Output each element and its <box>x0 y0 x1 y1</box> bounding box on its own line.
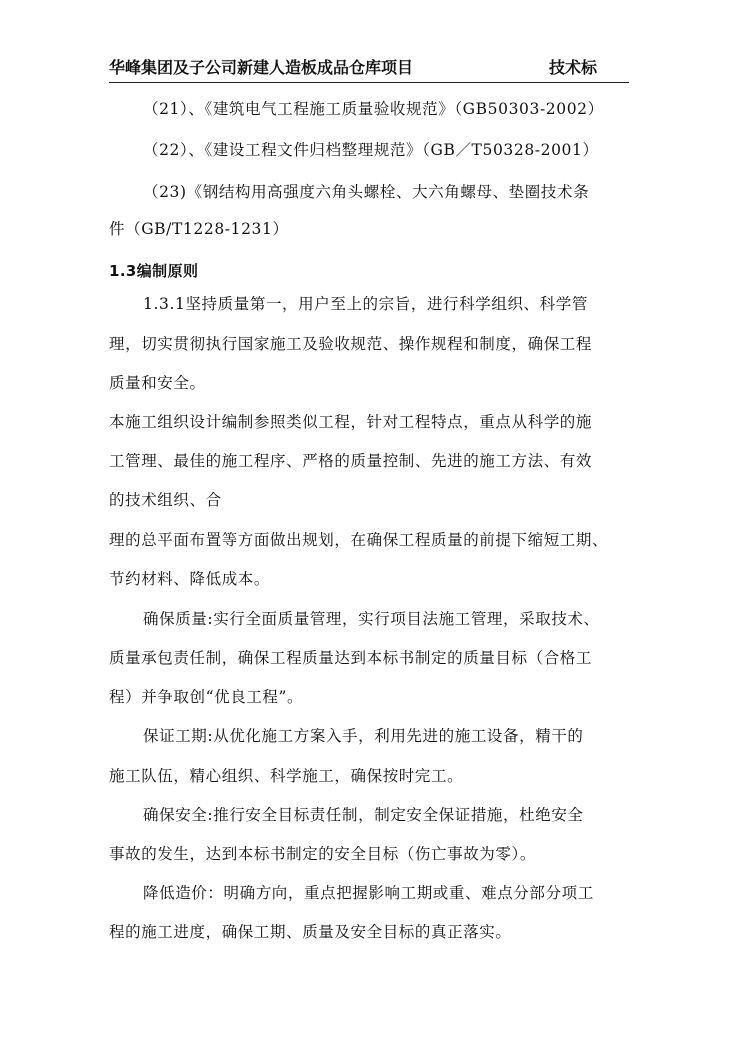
paragraph-line: 降低造价：明确方向，重点把握影响工期或重、难点分部分项工 <box>143 884 594 902</box>
paragraph-line: 事故的发生，达到本标书制定的安全目标（伤亡事故为零）。 <box>109 845 536 863</box>
paragraph-line: 程）并争取创“优良工程”。 <box>109 688 304 706</box>
reference-item-22: （22）、《建设工程文件归档整理规范》（GB／T50328-2001） <box>143 141 599 159</box>
page-header <box>109 58 629 84</box>
paragraph-line: 确保安全:推行安全目标责任制，制定安全保证措施，杜绝安全 <box>143 806 584 824</box>
paragraph-line: 施工队伍，精心组织、科学施工，确保按时完工。 <box>109 767 464 785</box>
reference-item-21: （21）、《建筑电气工程施工质量验收规范》（GB50303-2002） <box>143 100 604 118</box>
paragraph-line: 质量和安全。 <box>109 374 206 392</box>
paragraph-line: 程的施工进度，确保工期、质量及安全目标的真正落实。 <box>109 923 512 941</box>
paragraph-line: 理，切实贯彻执行国家施工及验收规范、操作规程和制度，确保工程 <box>109 335 593 353</box>
paragraph-line: 节约材料、降低成本。 <box>109 570 271 588</box>
section-heading: 1.3编制原则 <box>109 262 199 280</box>
header-divider <box>109 82 629 83</box>
project-title: 华峰集团及子公司新建人造板成品仓库项目 <box>109 58 414 77</box>
paragraph-line: 理的总平面布置等方面做出规划，在确保工程质量的前提下缩短工期、 <box>109 531 609 549</box>
paragraph-line: 工管理、最佳的施工程序、严格的质量控制、先进的施工方法、有效 <box>109 452 593 470</box>
reference-item-23: （23)《钢结构用高强度六角头螺栓、大六角螺母、垫圈技术条 <box>143 183 590 201</box>
paragraph-line: 质量承包责任制，确保工程质量达到本标书制定的质量目标（合格工 <box>109 649 593 667</box>
paragraph-line: 保证工期:从优化施工方案入手，利用先进的施工设备，精干的 <box>143 727 584 745</box>
paragraph-line: 本施工组织设计编制参照类似工程，针对工程特点，重点从科学的施 <box>109 413 593 431</box>
document-type: 技术标 <box>549 58 598 77</box>
paragraph-line: 1.3.1坚持质量第一，用户至上的宗旨，进行科学组织、科学管 <box>143 295 588 313</box>
reference-item-23-continued: 件（GB/T1228-1231） <box>109 220 289 238</box>
paragraph-line: 的技术组织、合 <box>109 491 222 509</box>
paragraph-line: 确保质量:实行全面质量管理，实行项目法施工管理，采取技术、 <box>143 610 600 628</box>
